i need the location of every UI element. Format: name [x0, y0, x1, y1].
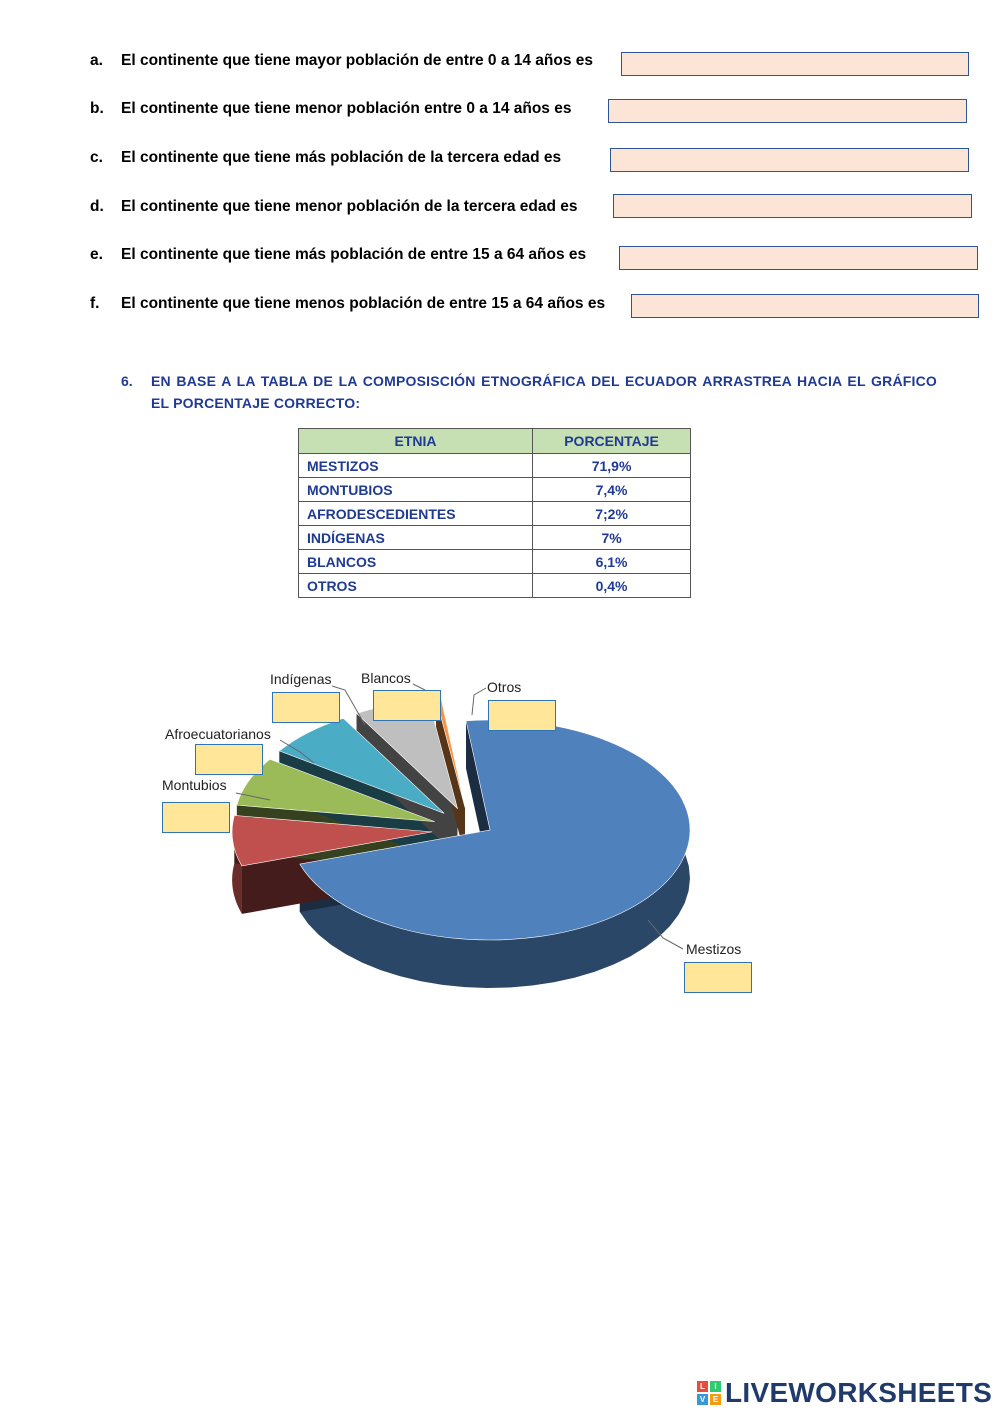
- drop-target-afroecuatorianos[interactable]: [195, 744, 263, 775]
- question-text: El continente que tiene menor población entre 0 a 14 años es: [121, 100, 572, 117]
- logo-letter: I: [710, 1381, 721, 1392]
- logo-letter: E: [710, 1394, 721, 1405]
- question-text: El continente que tiene menor población de la tercera edad es: [121, 198, 578, 215]
- liveworksheets-logo: [697, 1376, 992, 1410]
- question-text: El continente que tiene más población de entre 15 a 64 años es: [121, 246, 587, 263]
- question-letter: b.: [90, 100, 104, 117]
- table-cell-etnia: OTROS: [299, 574, 533, 598]
- chart-label-afroecuatorianos: Afroecuatorianos: [165, 726, 271, 742]
- section-number: 6.: [121, 373, 133, 389]
- leader-line-otros: [472, 688, 486, 715]
- table-cell-percent: 6,1%: [533, 550, 691, 574]
- question-letter: d.: [90, 198, 104, 215]
- question-letter: f.: [90, 295, 100, 312]
- question-text: El continente que tiene mayor población de entre 0 a 14 años es: [121, 52, 594, 69]
- drop-target-blancos[interactable]: [373, 690, 441, 721]
- chart-label-montubios: Montubios: [162, 777, 227, 793]
- table-cell-etnia: MESTIZOS: [299, 454, 533, 478]
- logo-icon: [697, 1381, 721, 1405]
- logo-text: LIVEWORKSHEETS: [725, 1377, 993, 1408]
- table-cell-etnia: AFRODESCEDIENTES: [299, 502, 533, 526]
- table-cell-percent: 7%: [533, 526, 691, 550]
- table-header-etnia: ETNIA: [299, 429, 533, 454]
- table-cell-etnia: INDÍGENAS: [299, 526, 533, 550]
- question-letter: c.: [90, 149, 103, 166]
- table-cell-percent: 7,4%: [533, 478, 691, 502]
- drop-target-montubios[interactable]: [162, 802, 230, 833]
- chart-label-mestizos: Mestizos: [686, 941, 742, 957]
- drop-target-indigenas[interactable]: [272, 692, 340, 723]
- chart-label-otros: Otros: [487, 679, 522, 695]
- drop-target-otros[interactable]: [488, 700, 556, 731]
- table-cell-etnia: MONTUBIOS: [299, 478, 533, 502]
- table-cell-percent: 71,9%: [533, 454, 691, 478]
- table-cell-percent: 0,4%: [533, 574, 691, 598]
- table-cell-percent: 7;2%: [533, 502, 691, 526]
- chart-label-indigenas: Indígenas: [270, 671, 332, 687]
- table-header-porcentaje: PORCENTAJE: [533, 429, 691, 454]
- question-text: El continente que tiene más población de la tercera edad es: [121, 149, 562, 166]
- section-instruction: EN BASE A LA TABLA DE LA COMPOSISCIÓN ETNOGRÁFICA DEL ECUADOR ARRASTREA HACIA EL GRÁFICO EL PORCENTAJE CORRECTO:: [151, 373, 937, 411]
- question-text: El continente que tiene menos población de entre 15 a 64 años es: [121, 295, 606, 312]
- question-letter: a.: [90, 52, 103, 69]
- logo-letter: V: [697, 1394, 708, 1405]
- table-cell-etnia: BLANCOS: [299, 550, 533, 574]
- chart-label-blancos: Blancos: [361, 670, 411, 686]
- logo-letter: L: [697, 1381, 708, 1392]
- drop-target-mestizos[interactable]: [684, 962, 752, 993]
- question-letter: e.: [90, 246, 103, 263]
